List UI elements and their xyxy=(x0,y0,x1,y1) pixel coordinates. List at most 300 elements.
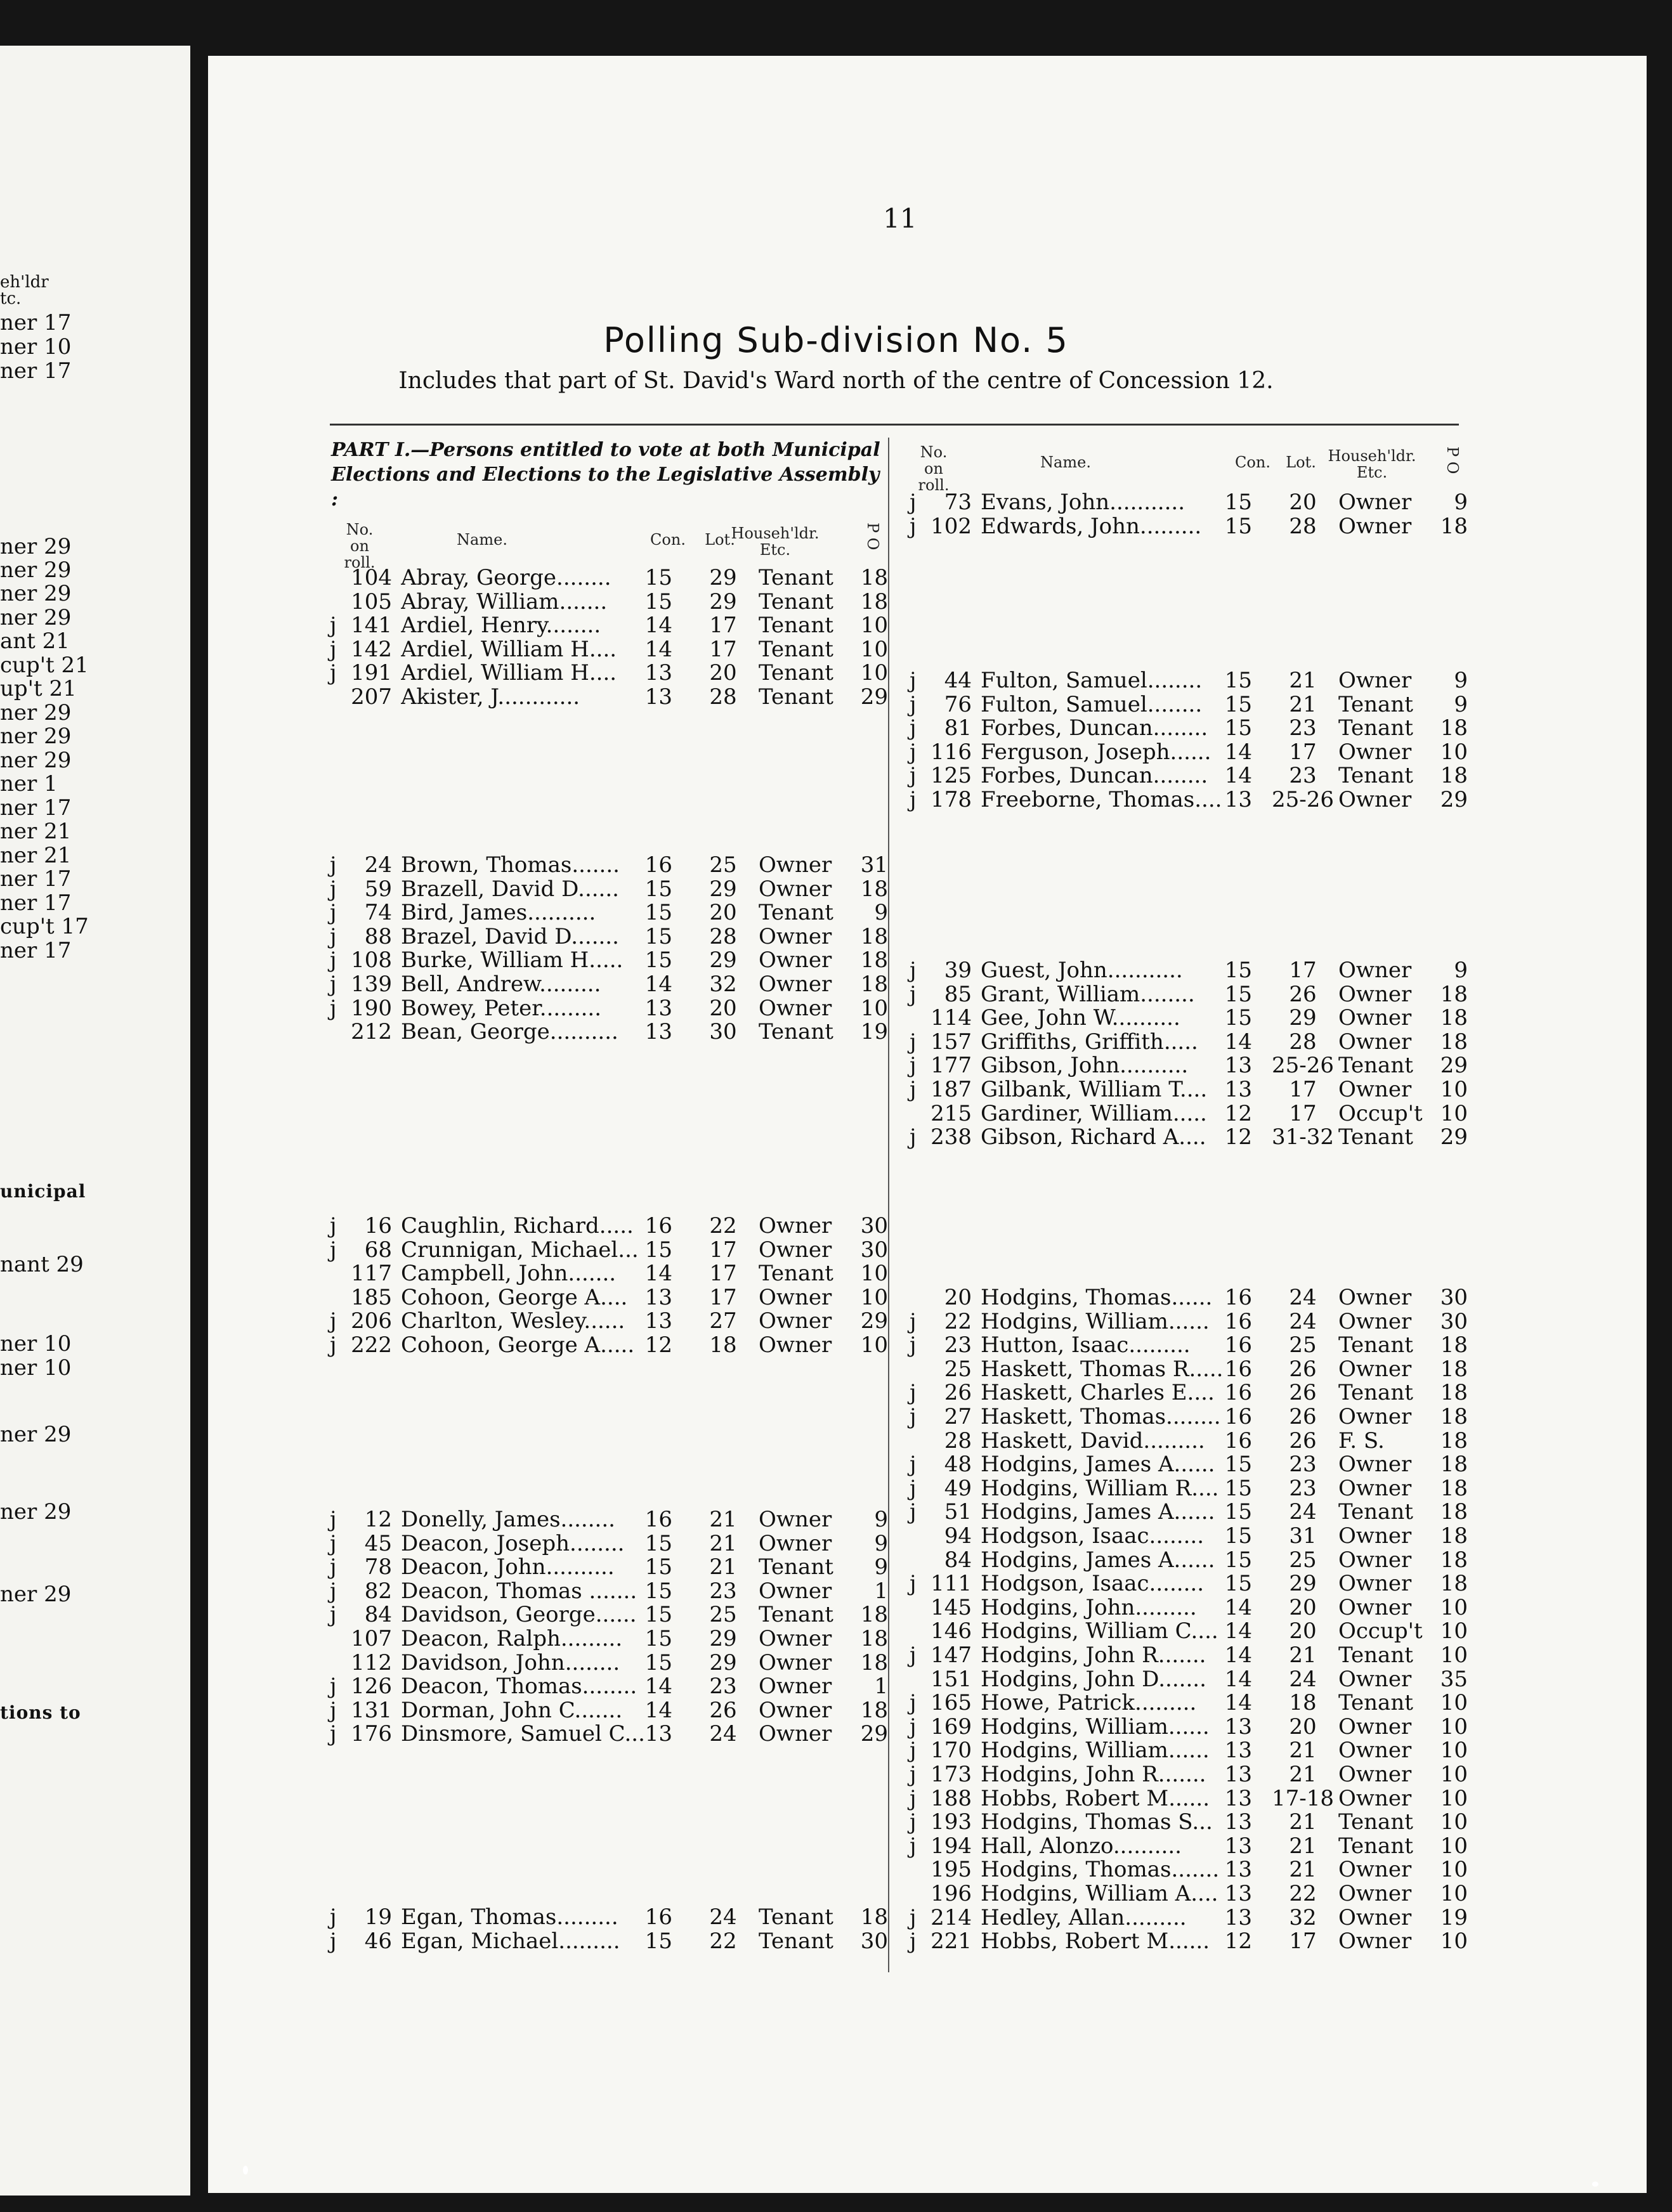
voter-name: Ardiel, William H.... xyxy=(401,637,617,661)
voter-name: Crunnigan, Michael... xyxy=(401,1238,639,1262)
concession: 14 xyxy=(644,1674,672,1699)
page-title: Polling Sub-division No. 5 xyxy=(603,320,1069,360)
householder-status: Owner xyxy=(759,1674,832,1699)
lot-number: 18 xyxy=(1289,1690,1317,1715)
lot-number: 22 xyxy=(709,1929,737,1954)
householder-status: Owner xyxy=(759,972,832,997)
householder-status: Tenant xyxy=(1338,1332,1413,1358)
householder-status: Tenant xyxy=(759,1554,833,1580)
juror-mark: j xyxy=(910,490,917,515)
roll-number: 177 xyxy=(931,1053,972,1078)
voter-name: Forbes, Duncan........ xyxy=(981,764,1208,788)
post-office: 18 xyxy=(860,1602,888,1627)
concession: 13 xyxy=(1224,1714,1252,1740)
voter-row xyxy=(910,1619,1480,1643)
post-office: 10 xyxy=(860,637,888,662)
lot-number: 17 xyxy=(709,1285,737,1310)
householder-status: Tenant xyxy=(759,660,833,686)
lot-number: 24 xyxy=(1289,1309,1317,1334)
roll-number: 114 xyxy=(931,1005,972,1031)
lot-number: 20 xyxy=(1289,1714,1317,1740)
voter-name: Donelly, James........ xyxy=(401,1507,615,1532)
roll-number: 117 xyxy=(351,1261,392,1286)
roll-number: 151 xyxy=(931,1667,972,1692)
householder-status: Tenant xyxy=(759,1261,833,1286)
post-office: 30 xyxy=(860,1237,888,1263)
householder-status: Tenant xyxy=(1338,763,1413,788)
roll-number: 85 xyxy=(944,982,972,1007)
voter-name: Hodgins, William R.... xyxy=(981,1476,1219,1500)
roll-number: 173 xyxy=(931,1762,972,1787)
juror-mark: j xyxy=(330,972,337,997)
concession: 15 xyxy=(644,1237,672,1263)
post-office: 19 xyxy=(860,1019,888,1044)
voter-row xyxy=(910,764,1480,788)
lot-number: 32 xyxy=(1289,1905,1317,1930)
juror-mark: j xyxy=(910,1809,917,1835)
roll-number: 107 xyxy=(351,1626,392,1651)
previous-page-line: tc. xyxy=(0,289,22,308)
juror-mark: j xyxy=(910,1077,917,1102)
lot-number: 29 xyxy=(709,1650,737,1675)
voter-row xyxy=(330,1698,901,1722)
juror-mark: j xyxy=(910,1690,917,1715)
voter-name: Hodgins, John......... xyxy=(981,1596,1197,1620)
concession: 14 xyxy=(1224,1029,1252,1055)
voter-name: Gibson, John.......... xyxy=(981,1053,1189,1077)
concession: 15 xyxy=(1224,1523,1252,1549)
concession: 13 xyxy=(1224,1833,1252,1859)
concession: 15 xyxy=(1224,1476,1252,1501)
roll-number: 49 xyxy=(944,1476,972,1501)
lot-number: 29 xyxy=(709,565,737,590)
previous-page-line: ner 29 xyxy=(0,557,72,583)
voter-name: Hodgins, William...... xyxy=(981,1715,1210,1739)
householder-status: Owner xyxy=(1338,1595,1412,1620)
lot-number: 20 xyxy=(709,660,737,686)
juror-mark: j xyxy=(910,739,917,765)
juror-mark: j xyxy=(330,900,337,925)
voter-row xyxy=(910,1810,1480,1834)
lot-number: 17 xyxy=(709,1261,737,1286)
previous-page-line: ner 17 xyxy=(0,310,72,335)
householder-status: Owner xyxy=(1338,1762,1412,1787)
post-office: 10 xyxy=(860,1285,888,1310)
juror-mark: j xyxy=(330,1578,337,1604)
voter-row xyxy=(330,877,901,901)
lot-number: 24 xyxy=(709,1904,737,1930)
voter-row xyxy=(330,1020,901,1044)
concession: 14 xyxy=(644,1261,672,1286)
lot-number: 21 xyxy=(1289,1857,1317,1882)
previous-page-line: nant 29 xyxy=(0,1252,84,1277)
roll-number: 102 xyxy=(931,514,972,539)
voter-row xyxy=(910,1643,1480,1667)
voter-name: Abray, William....... xyxy=(401,590,608,614)
concession: 16 xyxy=(1224,1428,1252,1454)
concession: 16 xyxy=(644,1213,672,1239)
concession: 15 xyxy=(644,1626,672,1651)
voter-name: Evans, John........... xyxy=(981,490,1185,514)
roll-number: 139 xyxy=(351,972,392,997)
post-office: 30 xyxy=(1440,1309,1468,1334)
header-con: Con. xyxy=(1235,453,1270,471)
lot-number: 28 xyxy=(1289,1029,1317,1055)
voter-name: Hodgson, Isaac........ xyxy=(981,1524,1205,1548)
roll-number: 81 xyxy=(944,715,972,741)
concession: 13 xyxy=(1224,1786,1252,1811)
header-no-on-roll: No. on roll. xyxy=(918,443,950,494)
post-office: 18 xyxy=(860,1904,888,1930)
roll-number: 214 xyxy=(931,1905,972,1930)
voter-name: Campbell, John....... xyxy=(401,1261,617,1285)
juror-mark: j xyxy=(910,1499,917,1525)
lot-number: 28 xyxy=(709,684,737,710)
roll-number: 59 xyxy=(364,876,392,902)
lot-number: 21 xyxy=(1289,1809,1317,1835)
lot-number: 24 xyxy=(1289,1667,1317,1692)
voter-name: Forbes, Duncan........ xyxy=(981,716,1208,740)
voter-row xyxy=(910,1667,1480,1691)
voter-row xyxy=(910,1596,1480,1620)
lot-number: 17 xyxy=(709,1237,737,1263)
voter-row xyxy=(910,1571,1480,1596)
top-rule xyxy=(330,424,1459,426)
householder-status: Owner xyxy=(759,876,832,902)
voter-row xyxy=(910,1381,1480,1405)
roll-number: 26 xyxy=(944,1380,972,1405)
concession: 14 xyxy=(1224,763,1252,788)
voter-row xyxy=(330,996,901,1020)
voter-row xyxy=(330,1285,901,1310)
lot-number: 29 xyxy=(709,876,737,902)
previous-page-line: eh'ldr xyxy=(0,273,49,292)
householder-status: Tenant xyxy=(759,1602,833,1627)
lot-number: 17 xyxy=(1289,739,1317,765)
voter-row xyxy=(910,788,1480,812)
lot-number: 26 xyxy=(1289,1380,1317,1405)
juror-mark: j xyxy=(330,1602,337,1627)
voter-name: Edwards, John......... xyxy=(981,514,1202,538)
roll-number: 142 xyxy=(351,637,392,662)
juror-mark: j xyxy=(910,763,917,788)
juror-mark: j xyxy=(910,1124,917,1150)
voter-name: Gilbank, William T.... xyxy=(981,1077,1208,1102)
concession: 15 xyxy=(644,565,672,590)
voter-name: Fulton, Samuel........ xyxy=(981,668,1203,693)
roll-number: 187 xyxy=(931,1077,972,1102)
lot-number: 26 xyxy=(709,1698,737,1723)
voter-row xyxy=(910,1524,1480,1548)
voter-row xyxy=(910,1429,1480,1453)
voter-name: Hedley, Allan......... xyxy=(981,1906,1187,1930)
householder-status: Tenant xyxy=(759,589,833,615)
roll-number: 147 xyxy=(931,1643,972,1668)
voter-name: Hodgins, Thomas....... xyxy=(981,1857,1220,1882)
voter-row xyxy=(910,1333,1480,1357)
concession: 16 xyxy=(1224,1380,1252,1405)
lot-number: 17 xyxy=(1289,958,1317,983)
previous-page-line: ner 17 xyxy=(0,795,72,821)
voter-name: Hodgins, John R....... xyxy=(981,1762,1206,1786)
voter-row xyxy=(910,1125,1480,1149)
voter-row xyxy=(330,590,901,614)
roll-number: 193 xyxy=(931,1809,972,1835)
post-office: 18 xyxy=(860,565,888,590)
voter-row xyxy=(910,1929,1480,1953)
juror-mark: j xyxy=(910,1380,917,1405)
voter-name: Guest, John........... xyxy=(981,958,1183,982)
previous-page-line: tions to xyxy=(0,1702,81,1723)
concession: 15 xyxy=(1224,692,1252,717)
householder-status: Owner xyxy=(1338,1929,1412,1954)
voter-name: Dinsmore, Samuel C... xyxy=(401,1722,645,1746)
lot-number: 27 xyxy=(709,1308,737,1334)
voter-row xyxy=(910,1053,1480,1077)
voter-row xyxy=(330,1627,901,1651)
post-office: 29 xyxy=(860,1308,888,1334)
householder-status: Owner xyxy=(1338,1738,1412,1763)
concession: 14 xyxy=(1224,739,1252,765)
concession: 14 xyxy=(644,1698,672,1723)
roll-number: 212 xyxy=(351,1019,392,1044)
roll-number: 207 xyxy=(351,684,392,710)
lot-number: 21 xyxy=(1289,692,1317,717)
householder-status: Tenant xyxy=(1338,715,1413,741)
juror-mark: j xyxy=(910,1053,917,1078)
header-lot: Lot. xyxy=(1286,453,1316,471)
concession: 15 xyxy=(1224,668,1252,693)
previous-page-line: ner 29 xyxy=(0,724,72,749)
juror-mark: j xyxy=(910,514,917,539)
concession: 16 xyxy=(644,852,672,878)
lot-number: 26 xyxy=(1289,1404,1317,1429)
concession: 14 xyxy=(644,613,672,638)
post-office: 10 xyxy=(860,996,888,1021)
householder-status: Tenant xyxy=(1338,1809,1413,1835)
juror-mark: j xyxy=(910,1332,917,1358)
householder-status: Tenant xyxy=(759,613,833,638)
concession: 15 xyxy=(644,589,672,615)
voter-row xyxy=(330,853,901,877)
post-office: 9 xyxy=(1454,490,1468,515)
post-office: 9 xyxy=(1454,668,1468,693)
lot-number: 17 xyxy=(1289,1929,1317,1954)
concession: 14 xyxy=(1224,1690,1252,1715)
roll-number: 12 xyxy=(364,1507,392,1532)
previous-page-line: ant 21 xyxy=(0,628,70,654)
householder-status: Owner xyxy=(759,1285,832,1310)
householder-status: Tenant xyxy=(759,684,833,710)
lot-number: 29 xyxy=(709,947,737,973)
householder-status: Owner xyxy=(1338,1571,1412,1596)
juror-mark: j xyxy=(910,1714,917,1740)
post-office: 9 xyxy=(1454,692,1468,717)
voter-name: Hodgins, William C.... xyxy=(981,1619,1218,1643)
householder-status: Tenant xyxy=(759,1019,833,1044)
householder-status: Owner xyxy=(1338,514,1412,539)
concession: 15 xyxy=(644,1929,672,1954)
post-office: 31 xyxy=(860,852,888,878)
lot-number: 20 xyxy=(1289,1595,1317,1620)
post-office: 29 xyxy=(860,1721,888,1747)
juror-mark: j xyxy=(910,1786,917,1811)
voter-name: Brown, Thomas....... xyxy=(401,853,620,877)
header-po: P O xyxy=(1444,446,1461,474)
post-office: 35 xyxy=(1440,1667,1468,1692)
roll-number: 215 xyxy=(931,1101,972,1126)
post-office: 19 xyxy=(1440,1905,1468,1930)
lot-number: 25 xyxy=(709,1602,737,1627)
voter-row xyxy=(910,1786,1480,1811)
voter-row xyxy=(330,1238,901,1262)
post-office: 10 xyxy=(1440,1762,1468,1787)
householder-status: Owner xyxy=(759,1308,832,1334)
voter-name: Hodgins, James A...... xyxy=(981,1452,1215,1476)
juror-mark: j xyxy=(910,958,917,983)
juror-mark: j xyxy=(330,1237,337,1263)
voter-row xyxy=(330,661,901,685)
roll-number: 238 xyxy=(931,1124,972,1150)
voter-name: Hodgson, Isaac........ xyxy=(981,1571,1205,1596)
concession: 12 xyxy=(1224,1929,1252,1954)
lot-number: 20 xyxy=(1289,490,1317,515)
previous-page-line: unicipal xyxy=(0,1181,86,1202)
roll-number: 126 xyxy=(351,1674,392,1699)
roll-number: 48 xyxy=(944,1452,972,1477)
householder-status: Owner xyxy=(1338,1077,1412,1102)
roll-number: 74 xyxy=(364,900,392,925)
concession: 14 xyxy=(644,972,672,997)
roll-number: 195 xyxy=(931,1857,972,1882)
post-office: 18 xyxy=(1440,1452,1468,1477)
voter-row xyxy=(910,1548,1480,1572)
juror-mark: j xyxy=(330,637,337,662)
post-office: 18 xyxy=(860,876,888,902)
householder-status: Owner xyxy=(1338,982,1412,1007)
previous-page-line: ner 10 xyxy=(0,1355,72,1381)
post-office: 10 xyxy=(1440,1833,1468,1859)
page-number: 11 xyxy=(883,203,917,234)
lot-number: 23 xyxy=(709,1578,737,1604)
voter-name: Gardiner, William..... xyxy=(981,1102,1207,1126)
householder-status: Owner xyxy=(759,947,832,973)
previous-page-line: ner 10 xyxy=(0,1331,72,1356)
lot-number: 23 xyxy=(1289,1452,1317,1477)
post-office: 18 xyxy=(860,947,888,973)
post-office: 10 xyxy=(1440,1618,1468,1644)
concession: 14 xyxy=(1224,1667,1252,1692)
previous-page-line: up't 21 xyxy=(0,676,77,701)
voter-row xyxy=(330,948,901,972)
roll-number: 73 xyxy=(944,490,972,515)
post-office: 10 xyxy=(860,1261,888,1286)
juror-mark: j xyxy=(910,1309,917,1334)
roll-number: 20 xyxy=(944,1285,972,1310)
post-office: 10 xyxy=(1440,1643,1468,1668)
concession: 14 xyxy=(644,637,672,662)
lot-number: 20 xyxy=(1289,1618,1317,1644)
post-office: 10 xyxy=(1440,739,1468,765)
post-office: 10 xyxy=(1440,1077,1468,1102)
householder-status: Owner xyxy=(1338,1905,1412,1930)
roll-number: 157 xyxy=(931,1029,972,1055)
lot-number: 17-18 xyxy=(1271,1786,1334,1811)
roll-number: 125 xyxy=(931,763,972,788)
voter-name: Cohoon, George A..... xyxy=(401,1333,635,1357)
householder-status: Owner xyxy=(1338,668,1412,693)
lot-number: 28 xyxy=(1289,514,1317,539)
roll-number: 112 xyxy=(351,1650,392,1675)
post-office: 18 xyxy=(1440,514,1468,539)
post-office: 9 xyxy=(1454,958,1468,983)
voter-name: Gibson, Richard A.... xyxy=(981,1125,1206,1149)
roll-number: 27 xyxy=(944,1404,972,1429)
voter-row xyxy=(910,1762,1480,1786)
header-name: Name. xyxy=(457,531,507,549)
lot-number: 23 xyxy=(1289,763,1317,788)
voter-row xyxy=(330,685,901,709)
householder-status: Tenant xyxy=(1338,692,1413,717)
roll-number: 105 xyxy=(351,589,392,615)
voter-name: Hodgins, James A...... xyxy=(981,1548,1215,1572)
previous-page-line: ner 17 xyxy=(0,866,72,892)
concession: 15 xyxy=(1224,1547,1252,1573)
voter-name: Caughlin, Richard..... xyxy=(401,1214,634,1238)
previous-page-line: ner 29 xyxy=(0,605,72,630)
post-office: 29 xyxy=(1440,1053,1468,1078)
concession: 12 xyxy=(1224,1101,1252,1126)
post-office: 10 xyxy=(1440,1738,1468,1763)
previous-page-line: ner 29 xyxy=(0,534,72,559)
juror-mark: j xyxy=(910,1833,917,1859)
concession: 15 xyxy=(644,947,672,973)
voter-name: Haskett, Charles E.... xyxy=(981,1381,1215,1405)
lot-number: 26 xyxy=(1289,1428,1317,1454)
concession: 15 xyxy=(1224,958,1252,983)
previous-page-line: ner 21 xyxy=(0,819,72,844)
householder-status: Owner xyxy=(1338,1881,1412,1906)
voter-row xyxy=(330,1532,901,1556)
roll-number: 25 xyxy=(944,1356,972,1382)
voter-name: Hodgins, Thomas...... xyxy=(981,1285,1213,1310)
voter-name: Charlton, Wesley...... xyxy=(401,1309,625,1333)
voter-name: Bell, Andrew......... xyxy=(401,972,601,996)
part-heading: PART I.—Persons entitled to vote at both Municipal Elections and Elections to the Legislative Assembly : xyxy=(331,439,880,511)
juror-mark: j xyxy=(910,1476,917,1501)
post-office: 18 xyxy=(1440,1547,1468,1573)
voter-name: Hodgins, William...... xyxy=(981,1738,1210,1762)
juror-mark: j xyxy=(910,1452,917,1477)
post-office: 18 xyxy=(860,589,888,615)
lot-number: 21 xyxy=(709,1554,737,1580)
voter-name: Deacon, Thomas ....... xyxy=(401,1579,637,1603)
householder-status: Owner xyxy=(759,996,832,1021)
lot-number: 25-26 xyxy=(1271,1053,1334,1078)
concession: 15 xyxy=(644,1602,672,1627)
juror-mark: j xyxy=(330,1929,337,1954)
concession: 16 xyxy=(644,1507,672,1532)
householder-status: Owner xyxy=(1338,1005,1412,1031)
voter-name: Davidson, George...... xyxy=(401,1603,637,1627)
juror-mark: j xyxy=(910,1643,917,1668)
voter-row xyxy=(330,1555,901,1579)
concession: 15 xyxy=(644,900,672,925)
voter-row xyxy=(330,1261,901,1285)
post-office: 10 xyxy=(1440,1714,1468,1740)
roll-number: 84 xyxy=(364,1602,392,1627)
voter-name: Abray, George........ xyxy=(401,566,611,590)
